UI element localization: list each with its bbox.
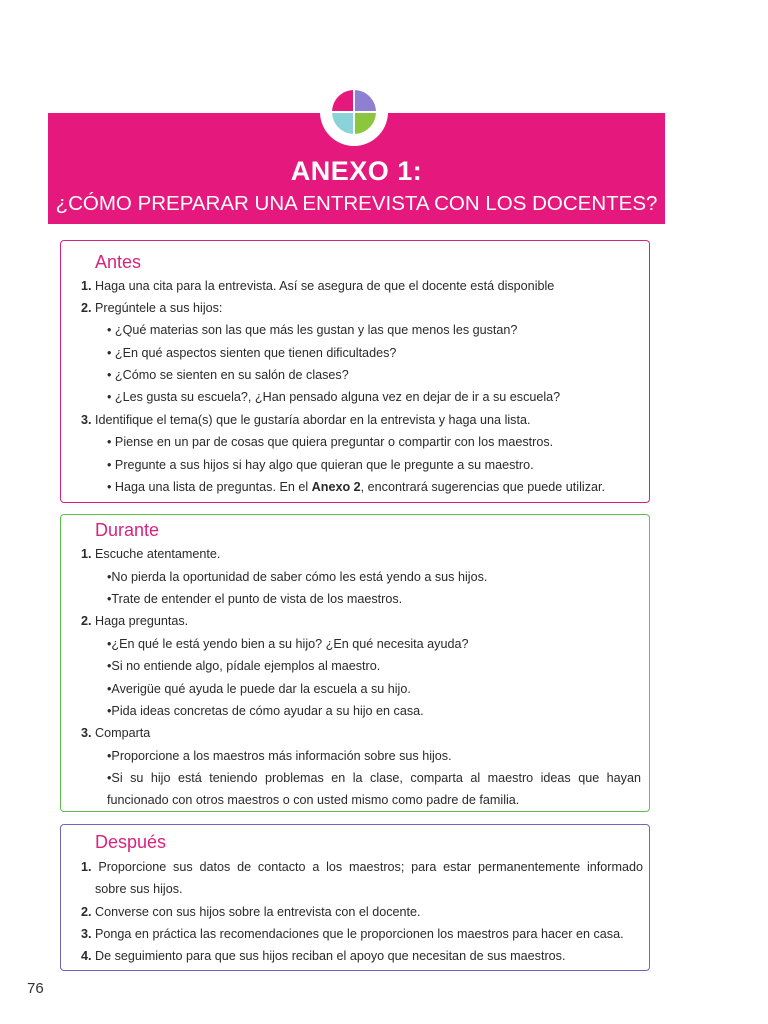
logo-badge [320, 78, 388, 146]
list-item: •¿En qué le está yendo bien a su hijo? ¿En qué necesita ayuda? [107, 637, 469, 651]
list-item: •Averigüe qué ayuda le puede dar la escuela a su hijo. [107, 682, 411, 696]
list-item: 3. Identifique el tema(s) que le gustaría abordar en la entrevista y haga una lista. [81, 413, 531, 427]
annex-title: ANEXO 1: [290, 156, 423, 186]
list-item: •Proporcione a los maestros más información sobre sus hijos. [107, 749, 452, 763]
list-item: • Pregunte a sus hijos si hay algo que quieran que le pregunte a su maestro. [107, 458, 534, 472]
antes-section [60, 240, 650, 503]
list-item: •Si su hijo está teniendo problemas en la clase, comparta al maestro ideas que hayan [107, 771, 641, 785]
page-number: 76 [27, 980, 44, 997]
durante-section [60, 514, 650, 812]
list-item: 2. Haga preguntas. [81, 614, 189, 628]
list-item: 2. Pregúntele a sus hijos: [81, 301, 223, 315]
despues-section [60, 824, 650, 971]
despues-heading: Después [95, 832, 167, 852]
list-item: 1. Haga una cita para la entrevista. Así se asegura de que el docente está disponible [81, 279, 555, 293]
list-item-continuation: funcionado con otros maestros o con usted mismo como padre de familia. [107, 793, 520, 807]
list-item: 1. Escuche atentamente. [81, 547, 221, 561]
quadrant-logo-icon [332, 90, 376, 134]
list-item-continuation: sobre sus hijos. [95, 882, 183, 896]
list-item: 1. Proporcione sus datos de contacto a los maestros; para estar permanentemente informado [81, 860, 643, 874]
annex-subtitle: ¿CÓMO PREPARAR UNA ENTREVISTA CON LOS DOCENTES? [55, 192, 658, 215]
list-item: • Piense en un par de cosas que quiera preguntar o compartir con los maestros. [107, 435, 554, 449]
durante-heading: Durante [95, 520, 160, 540]
list-item: • ¿Les gusta su escuela?, ¿Han pensado alguna vez en dejar de ir a su escuela? [107, 390, 561, 404]
list-item: • ¿Qué materias son las que más les gustan y las que menos les gustan? [107, 323, 518, 337]
list-item: 4. De seguimiento para que sus hijos reciban el apoyo que necesitan de sus maestros. [81, 949, 566, 963]
list-item: • ¿En qué aspectos sienten que tienen dificultades? [107, 346, 397, 360]
list-item: •No pierda la oportunidad de saber cómo les está yendo a sus hijos. [107, 570, 488, 584]
list-item: •Trate de entender el punto de vista de los maestros. [107, 592, 403, 606]
antes-heading: Antes [95, 252, 142, 272]
list-item: 3. Ponga en práctica las recomendaciones que le proporcionen los maestros para hacer en casa. [81, 927, 624, 941]
list-item: •Pida ideas concretas de cómo ayudar a su hijo en casa. [107, 704, 424, 718]
annex-2-reference: Anexo 2 [311, 480, 361, 494]
list-item: • Haga una lista de preguntas. En el Anexo 2, encontrará sugerencias que puede utilizar. [107, 480, 605, 494]
list-item: 2. Converse con sus hijos sobre la entrevista con el docente. [81, 905, 421, 919]
list-item: • ¿Cómo se sienten en su salón de clases? [107, 368, 349, 382]
list-item: 3. Comparta [81, 726, 151, 740]
list-item: •Si no entiende algo, pídale ejemplos al maestro. [107, 659, 381, 673]
